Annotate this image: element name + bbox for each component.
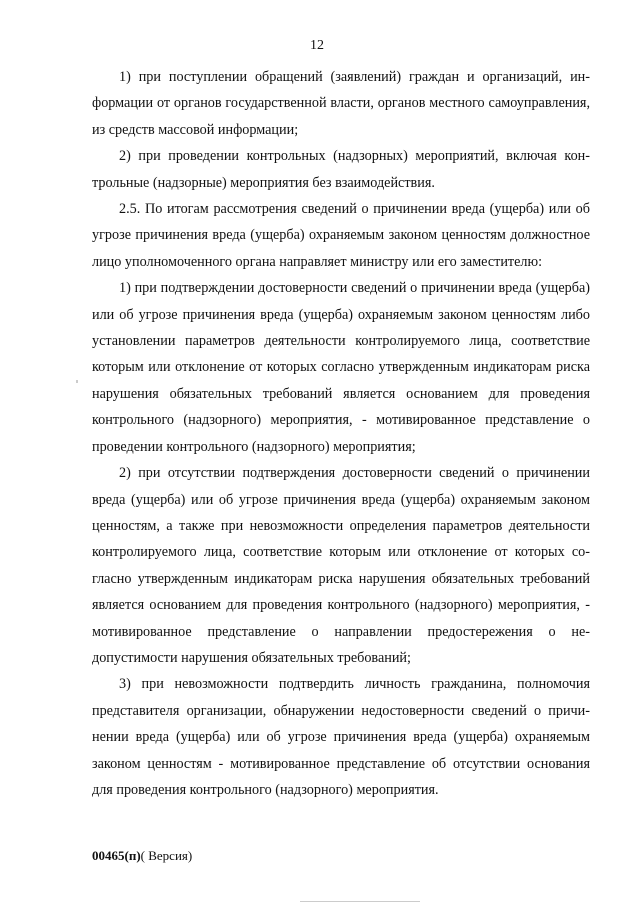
- paragraph-2-5-2: 2) при отсутствии подтверждения достоверности сведений о причинении вреда (ущерба) или об угрозе причинения вреда (ущерба) охраняемым законом ценностям, а также при невозможности определения параметров деятельности контролируемого лица, соответствие которым или отклонение от которых согласно утвержденным индикаторам риска нарушения обязательных требований является основанием для проведения контрольного (надзорного) мероприятия, - мотивированное представление о направлении предостережения о недопустимости нарушения обязательных требований;: [92, 465, 590, 666]
- footer-version: ( Версия): [140, 848, 193, 863]
- paragraph-2: 2) при проведении контрольных (надзорных) мероприятий, включая контрольные (надзорные) мероприятия без взаимодействия.: [92, 148, 590, 191]
- document-body: [92, 64, 590, 803]
- page-number: 12: [310, 38, 324, 53]
- paragraph-2-5-3: 3) при невозможности подтвердить личность гражданина, полномочия представителя организации, обнаружении недостоверности сведений о причинении вреда (ущерба) или об угрозе причинения вреда (ущерба) охраняемым законом ценностям - мотивированное представление об отсутствии основания для проведения контрольного (надзорного) мероприятия.: [92, 676, 590, 798]
- paragraph-1: 1) при поступлении обращений (заявлений) граждан и организаций, информации от органов государственной власти, органов местного самоуправления, из средств массовой информации;: [92, 69, 590, 138]
- document-footer: [92, 848, 192, 864]
- footer-code: 00465(п): [92, 848, 141, 863]
- scan-edge-line: [300, 901, 420, 902]
- paragraph-2-5-1: 1) при подтверждении достоверности сведений о причинении вреда (ущерба) или об угрозе причинения вреда (ущерба) охраняемым законом ценностям либо установлении параметров деятельности контролируемого лица, соответствие которым или отклонение от которых согласно утвержденным индикаторам риска нарушения обязательных требований является основанием для проведения контрольного (надзорного) мероприятия, - мотивированное представление о проведении контрольного (надзорного) мероприятия;: [92, 280, 590, 455]
- scan-speck: [76, 380, 78, 383]
- paragraph-2-5: 2.5. По итогам рассмотрения сведений о причинении вреда (ущерба) или об угрозе причинения вреда (ущерба) охраняемым законом ценностям должностное лицо уполномоченного органа направляет министру или его заместителю:: [92, 201, 590, 270]
